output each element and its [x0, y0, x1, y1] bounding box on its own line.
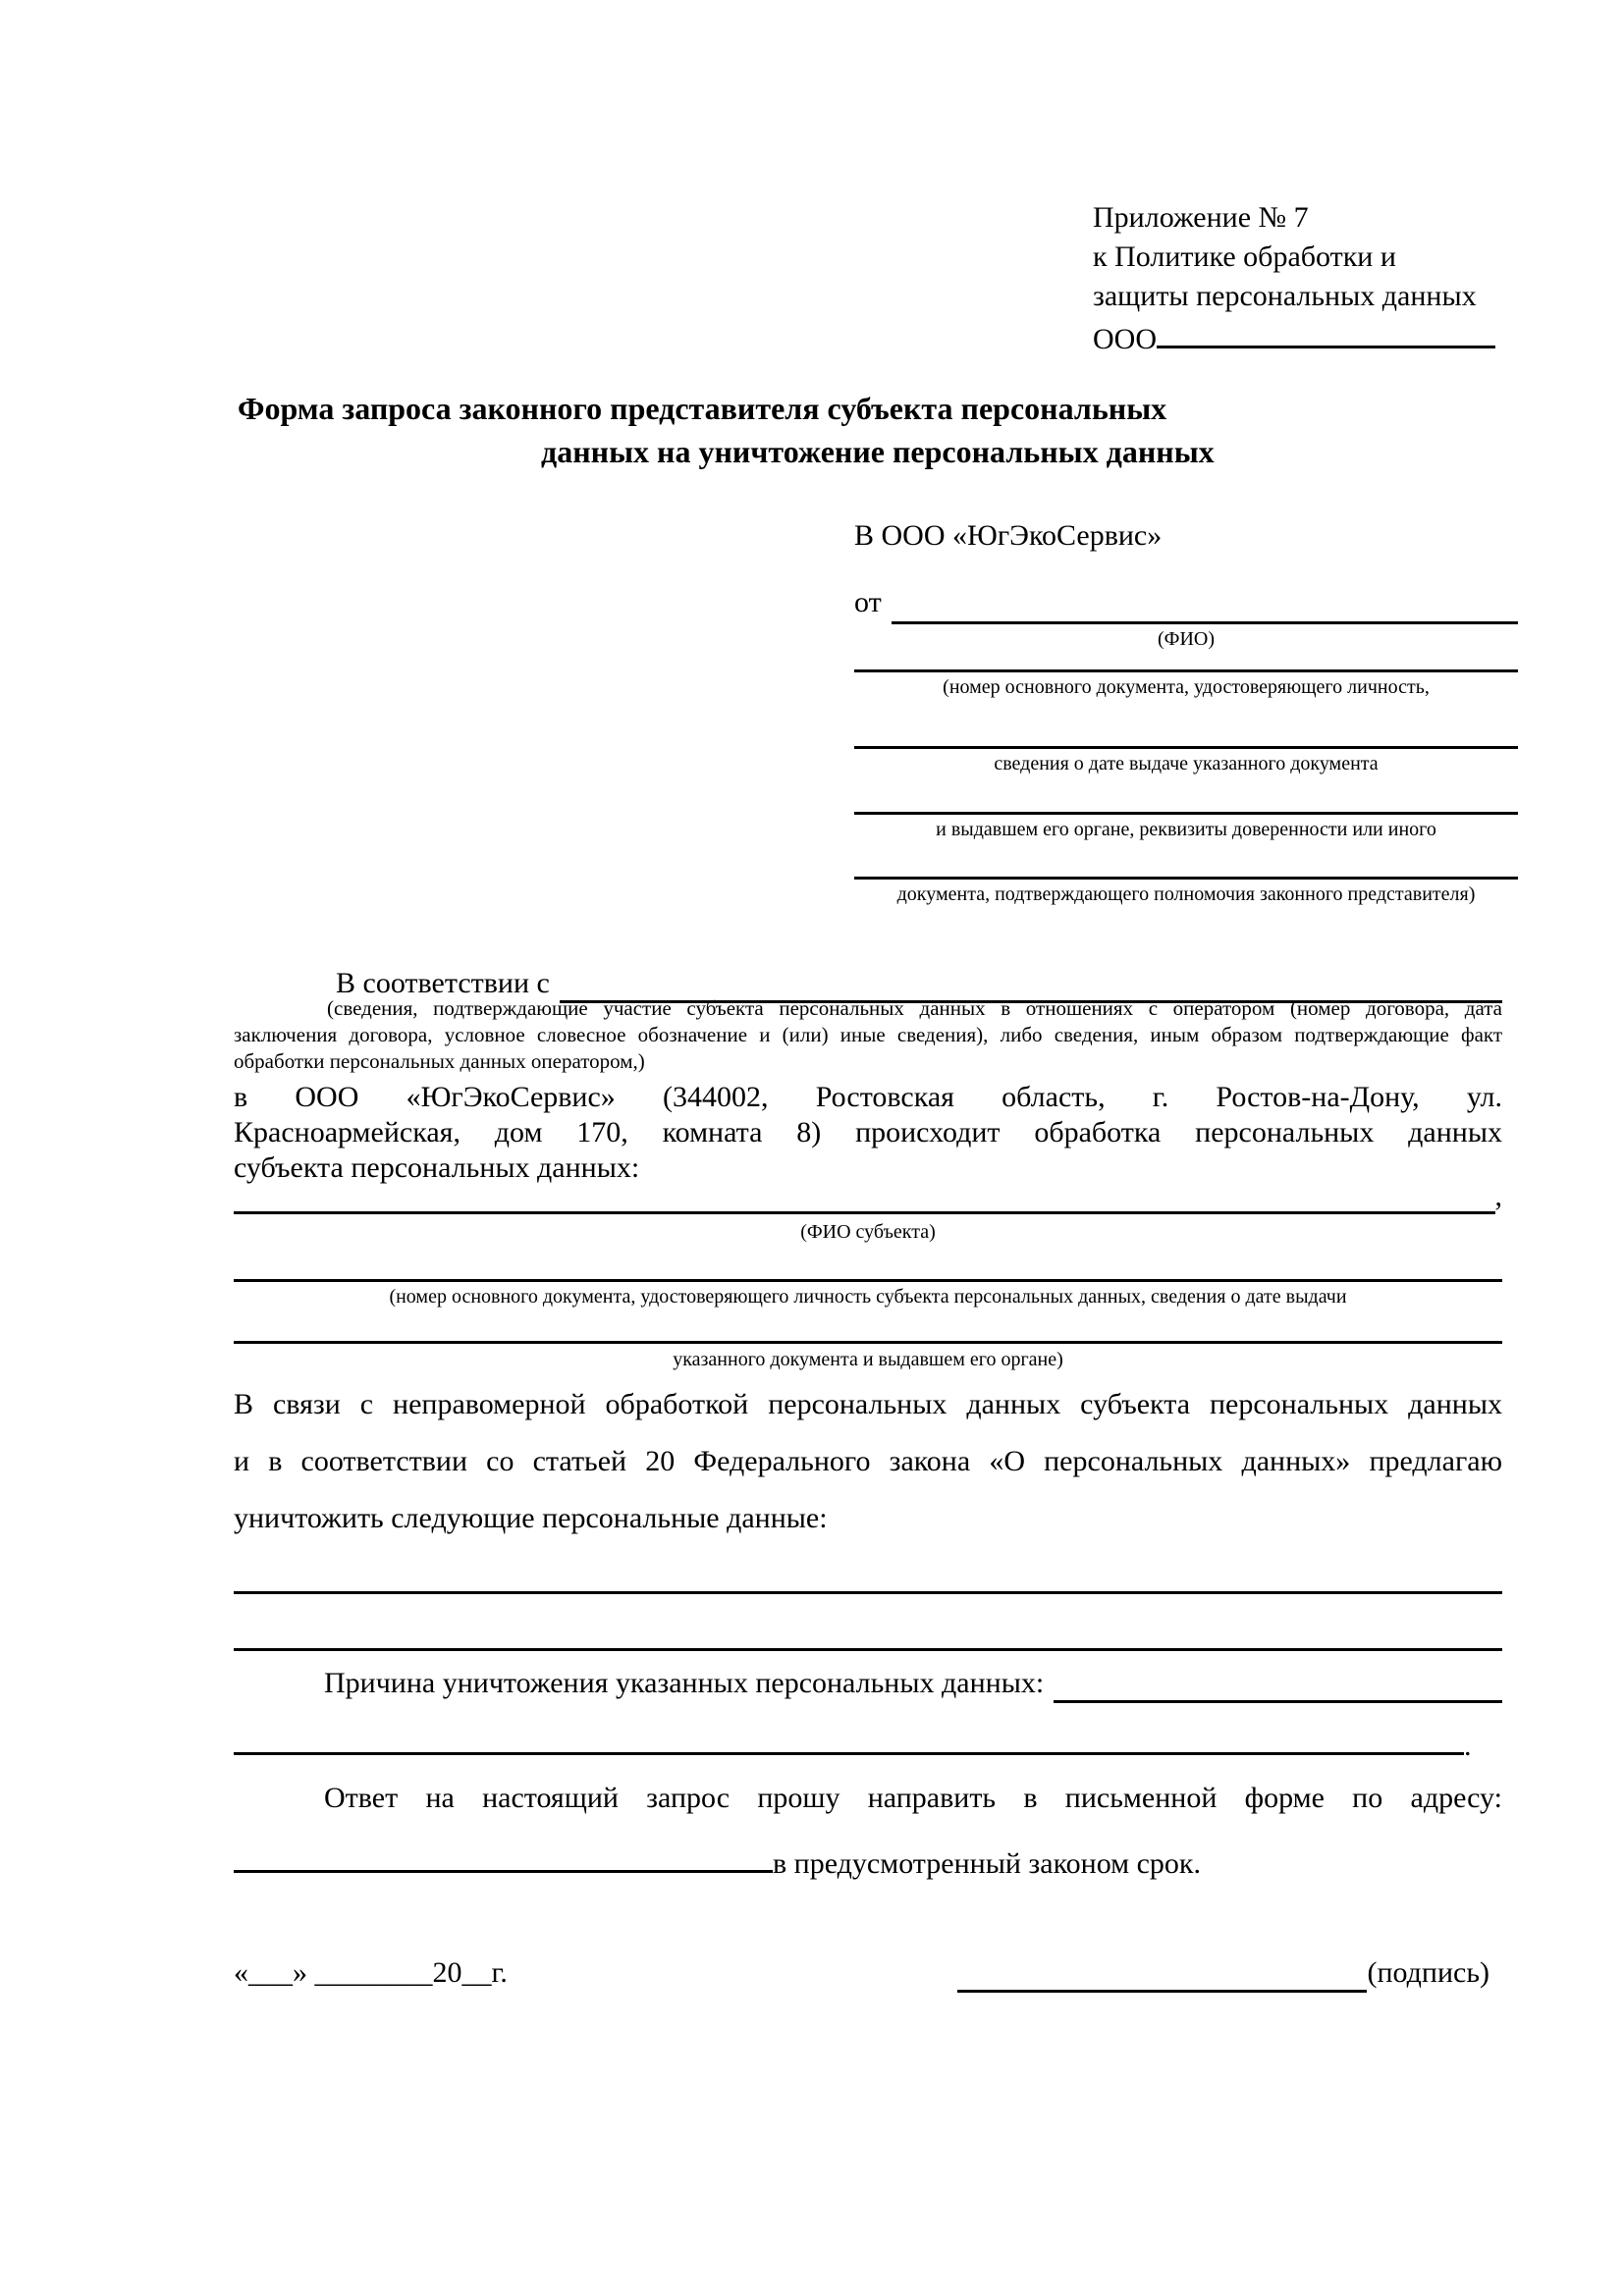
subject-fio-comma: , [1494, 1180, 1502, 1212]
subject-doc-blank-line-1 [234, 1279, 1502, 1282]
caption-subject-doc-1: (номер основного документа, удостоверяющего личность субъекта персональных данных, сведения о дате выдачи [389, 1286, 1347, 1308]
reason-row [234, 1664, 1502, 1703]
request-line-3: уничтожить следующие персональные данные: [234, 1502, 828, 1534]
reason-blank-line-short [1054, 1664, 1502, 1703]
answer-address-row [234, 1838, 1502, 1886]
caption-doc-4: документа, подтверждающего полномочия законного представителя) [896, 883, 1476, 905]
answer-suffix: в предусмотренный законом срок. [773, 1847, 1201, 1880]
annex-line-3: защиты персональных данных [1093, 280, 1477, 312]
annex-ooo-blank-line [1157, 316, 1495, 348]
data-to-destroy-blank-line-2 [234, 1648, 1502, 1651]
caption-doc-2: сведения о дате выдаче указанного документа [994, 753, 1379, 774]
form-title-line-2: данных на уничтожение персональных данных [541, 434, 1215, 469]
subject-fio-blank-line [234, 1179, 1495, 1214]
from-row [854, 581, 1518, 624]
annex-ooo-row [1093, 316, 1495, 359]
representative-doc-blank-line-2 [854, 700, 1518, 749]
reason-label: Причина уничтожения указанных персональных данных: [324, 1667, 1045, 1699]
annex-line-1: Приложение № 7 [1093, 201, 1309, 234]
annex-ooo-prefix: ООО [1093, 323, 1157, 355]
subject-fio-row [234, 1179, 1502, 1214]
from-blank-line [892, 581, 1518, 624]
representative-doc-blank-line-3 [854, 776, 1518, 815]
operator-paragraph [234, 1080, 1502, 1186]
accordance-lead: В соответствии с [336, 967, 550, 999]
caption-subject-fio: (ФИО субъекта) [800, 1221, 936, 1243]
address-blank-line [234, 1838, 773, 1873]
annex-line-2: к Политике обработки и [1093, 240, 1396, 273]
from-label: от [854, 586, 882, 618]
caption-doc-1: (номер основного документа, удостоверяющего личность, [943, 676, 1430, 698]
date-blank: «___» ________20__г. [234, 1956, 508, 1989]
reason-period: . [1464, 1730, 1472, 1762]
caption-subject-doc-2: указанного документа и выдавшем его органе) [673, 1349, 1063, 1370]
request-line-1: В связи с неправомерной обработкой персональных данных субъекта персональных данных [234, 1388, 1502, 1420]
recipient-block [854, 518, 1518, 907]
note-line-3: обработки персональных данных оператором,) [234, 1049, 645, 1073]
reason-continuation-row [234, 1720, 1502, 1766]
request-line-2: и в соответствии со статьей 20 Федерального закона «О персональных данных» предлагаю [234, 1445, 1502, 1477]
signature-caption: (подпись) [1367, 1956, 1489, 1989]
subject-doc-blank-line-2 [234, 1341, 1502, 1344]
answer-paragraph: Ответ на настоящий запрос прошу направить в письменной форме по адресу: [324, 1782, 1502, 1814]
recipient-organization: В ООО «ЮгЭкоСервис» [854, 519, 1163, 552]
footer-row [234, 1953, 1502, 1993]
request-paragraph [234, 1376, 1502, 1547]
representative-doc-blank-line-1 [854, 652, 1518, 672]
form-title-line-1: Форма запроса законного представителя субъекта персональных [238, 391, 1167, 426]
operator-line-2: Красноармейская, дом 170, комната 8) происходит обработка персональных данных [234, 1116, 1502, 1148]
accordance-note [234, 995, 1502, 1075]
note-line-1: (сведения, подтверждающие участие субъекта персональных данных в отношениях с оператором (номер договора, дата [327, 996, 1502, 1020]
representative-doc-blank-line-4 [854, 842, 1518, 880]
operator-line-3: субъекта персональных данных: [234, 1151, 640, 1184]
signature-blank-line [957, 1957, 1367, 1993]
annex-header [1093, 198, 1495, 359]
caption-fio: (ФИО) [1157, 628, 1215, 650]
reason-blank-line-long [234, 1720, 1464, 1755]
note-line-2: заключения договора, условное словесное обозначение и (или) иные сведения), либо сведения, иным образом подтверждающие факт [234, 1023, 1502, 1046]
data-to-destroy-blank-line-1 [234, 1591, 1502, 1594]
caption-doc-3: и выдавшем его органе, реквизиты доверенности или иного [936, 819, 1436, 840]
form-title [234, 387, 1502, 473]
operator-line-1: в ООО «ЮгЭкоСервис» (344002, Ростовская область, г. Ростов-на-Дону, ул. [234, 1081, 1502, 1113]
signature-block [957, 1953, 1489, 1993]
